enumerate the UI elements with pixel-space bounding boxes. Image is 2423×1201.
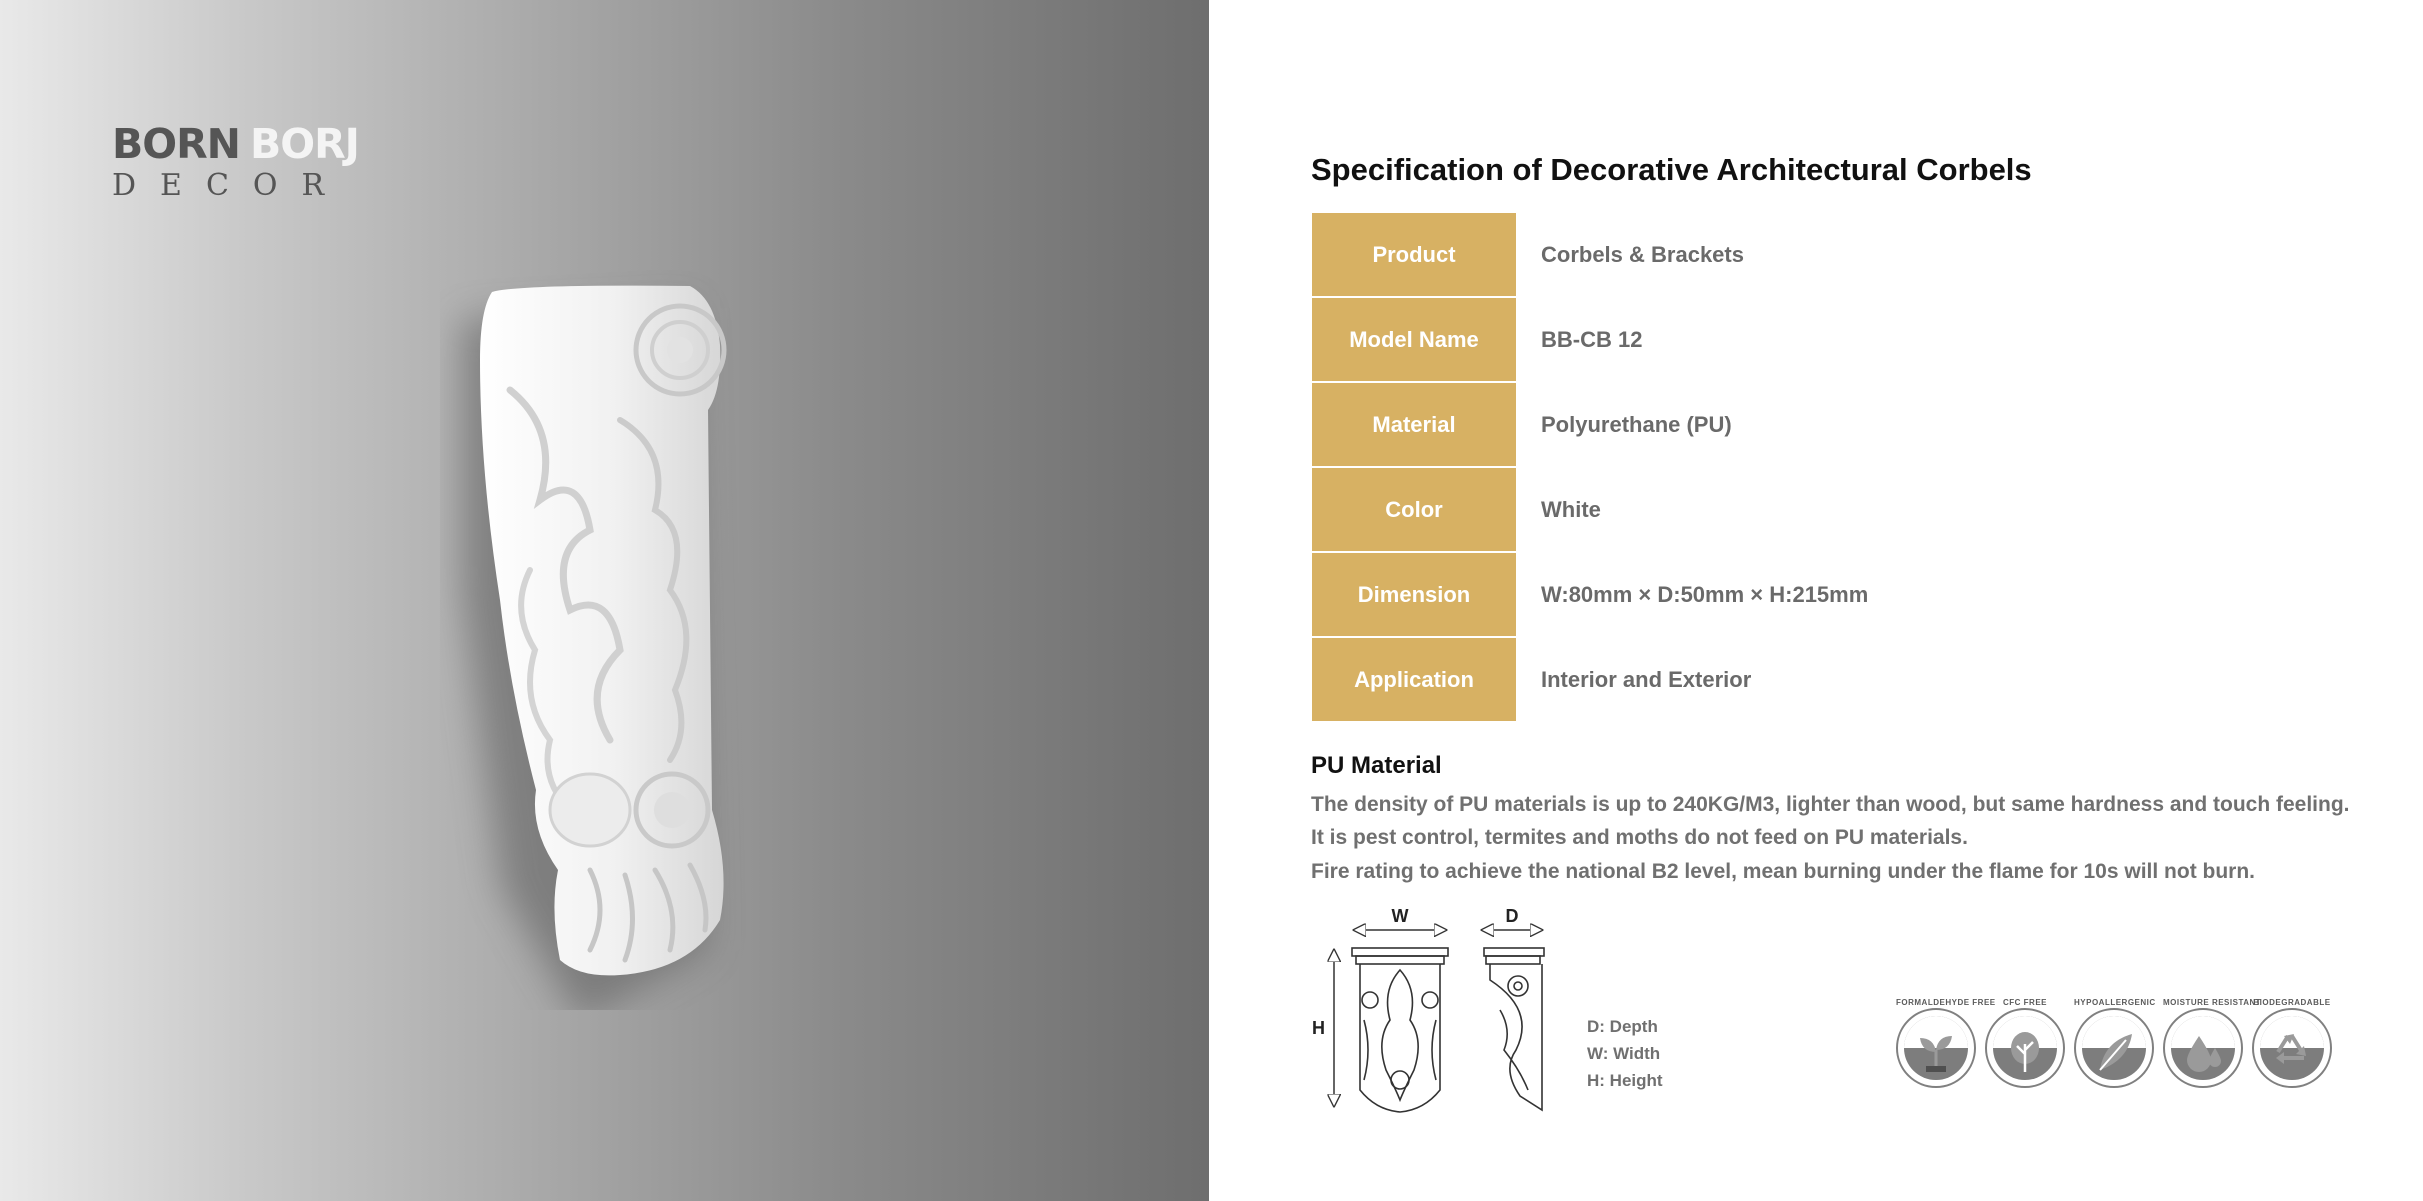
corbel-product-image (440, 270, 760, 1010)
depth-label: D (1505, 906, 1519, 926)
badge-label: BIODEGRADABLE (2253, 998, 2331, 1007)
badge-moisture-resistant (2163, 998, 2262, 1088)
badge-cfc-free (1985, 998, 2065, 1088)
spec-key: Product (1312, 213, 1516, 296)
spec-key: Color (1312, 468, 1516, 551)
spec-value: W:80mm × D:50mm × H:215mm (1541, 581, 1869, 607)
badge-label: FORMALDEHYDE FREE (1896, 998, 1996, 1007)
spec-value: White (1541, 496, 1601, 522)
spec-value: BB-CB 12 (1541, 326, 1643, 352)
spec-value: Corbels & Brackets (1541, 241, 1744, 267)
logo-brand-right: BORJ (250, 120, 359, 168)
width-label: W (1391, 906, 1409, 926)
badge-label: MOISTURE RESISTANT (2163, 998, 2262, 1007)
badge-label: HYPOALLERGENIC (2074, 998, 2156, 1007)
height-label: H (1312, 1018, 1325, 1038)
spec-row-dimension (1312, 553, 2312, 638)
spec-table (1312, 213, 2312, 723)
spec-row-material (1312, 383, 2312, 468)
legend-height: H: Height (1587, 1071, 1663, 1090)
pu-description-line: It is pest control, termites and moths do not feed on PU materials. (1311, 826, 1968, 849)
pu-description-line: The density of PU materials is up to 240KG/M3, lighter than wood, but same hardness and touch feeling. (1311, 793, 2350, 816)
spec-row-application (1312, 638, 2312, 723)
seedling-icon (1904, 1024, 1968, 1080)
brand-logo (112, 122, 359, 204)
badge-hypoallergenic (2074, 998, 2154, 1088)
feather-icon (2082, 1024, 2146, 1080)
spec-key: Dimension (1312, 553, 1516, 636)
spec-row-product (1312, 213, 2312, 298)
logo-brand-left: BORN (112, 120, 240, 168)
recycle-icon (2260, 1024, 2324, 1080)
spec-key: Model Name (1312, 298, 1516, 381)
dimension-drawing (1306, 900, 1566, 1120)
pu-description-line: Fire rating to achieve the national B2 level, mean burning under the flame for 10s will not burn. (1311, 860, 2256, 883)
dimension-legend (1587, 1013, 1663, 1094)
badge-formaldehyde-free (1896, 998, 1996, 1088)
spec-row-model-name (1312, 298, 2312, 383)
badge-label: CFC FREE (2003, 998, 2047, 1007)
spec-key: Material (1312, 383, 1516, 466)
feature-badges (1896, 998, 2332, 1088)
spec-value: Interior and Exterior (1541, 666, 1752, 692)
water-drops-icon (2171, 1024, 2235, 1080)
pu-material-title: PU Material (1311, 752, 1442, 779)
legend-depth: D: Depth (1587, 1017, 1658, 1036)
spec-key: Application (1312, 638, 1516, 721)
legend-width: W: Width (1587, 1044, 1661, 1063)
spec-value: Polyurethane (PU) (1541, 411, 1732, 437)
spec-title: Specification of Decorative Architectural Corbels (1311, 152, 2032, 187)
product-photo-panel (0, 0, 1209, 1201)
logo-subtitle: DECOR (112, 168, 349, 203)
spec-row-color (1312, 468, 2312, 553)
tree-icon (1993, 1024, 2057, 1080)
badge-biodegradable (2252, 998, 2332, 1088)
